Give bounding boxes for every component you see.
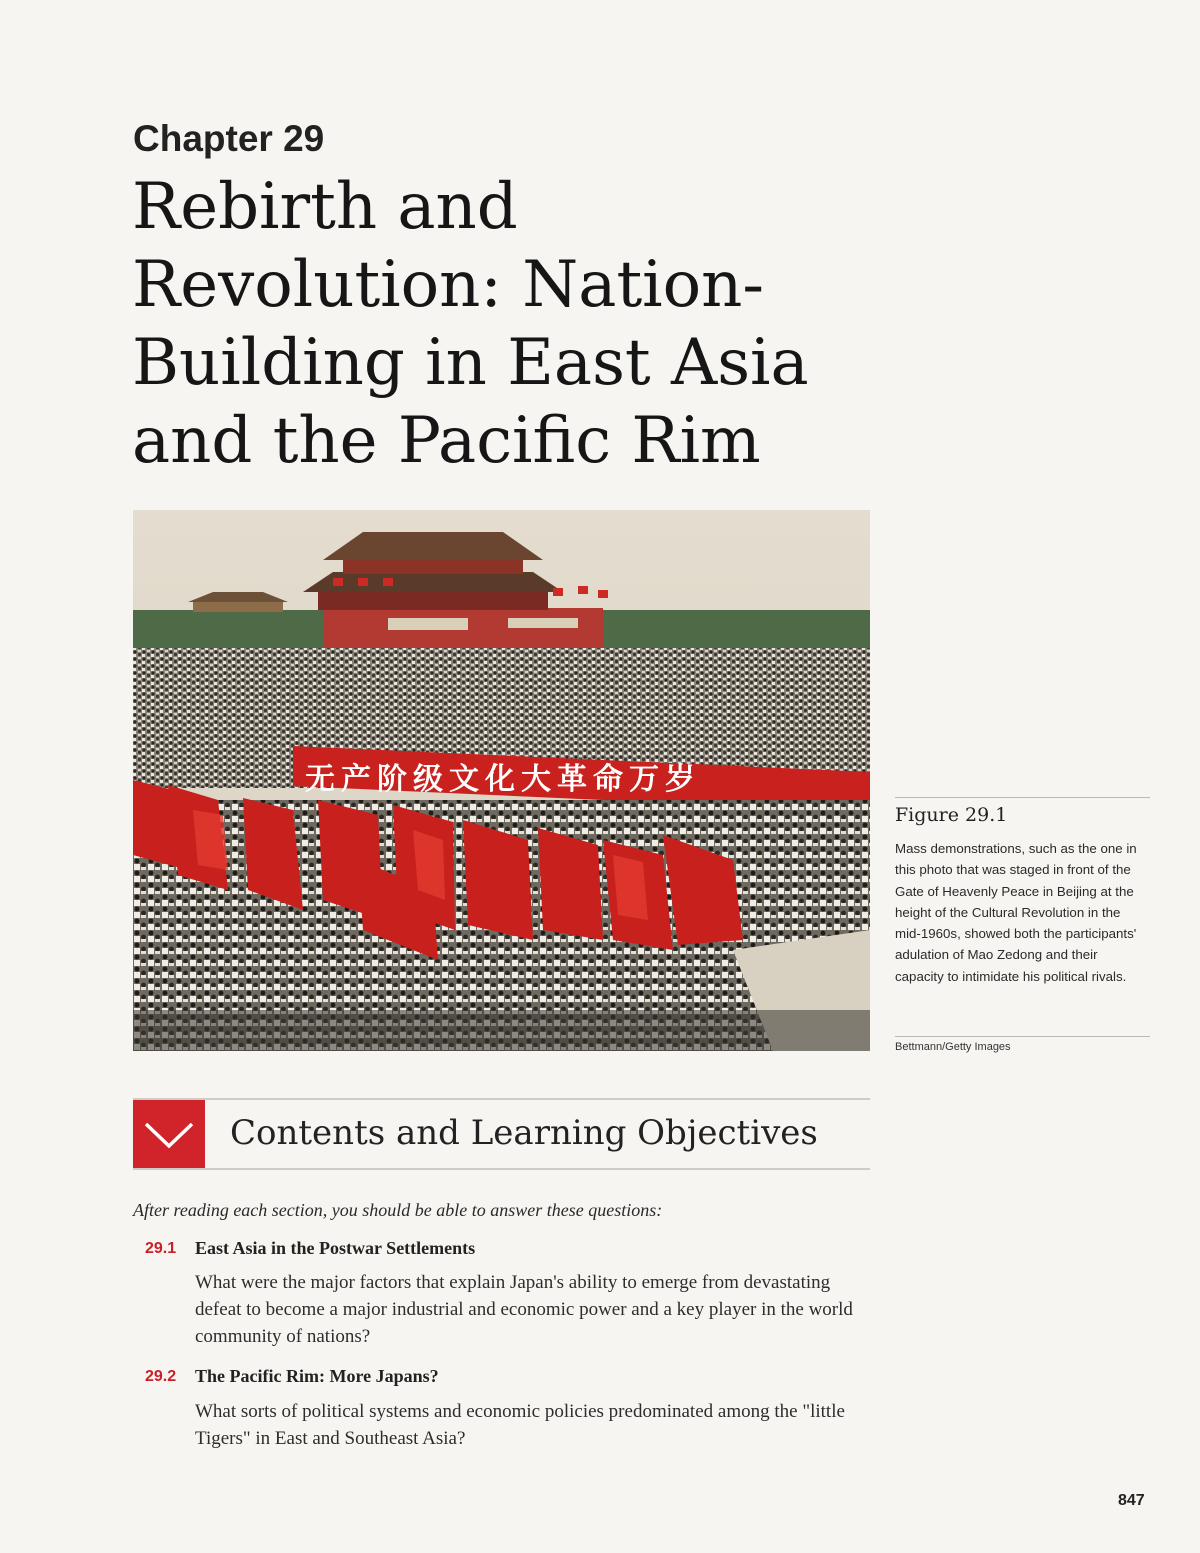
contents-bottom-rule bbox=[133, 1168, 870, 1170]
figure-label: Figure 29.1 bbox=[895, 804, 1008, 826]
contents-title: Contents and Learning Objectives bbox=[230, 1113, 818, 1153]
objective-question-1: What were the major factors that explain Japan's ability to emerge from devastating defeat to become a major industrial and economic power and a key player in the world community of nations? bbox=[195, 1272, 853, 1347]
caption-top-rule bbox=[895, 797, 1150, 798]
caption-bottom-rule bbox=[895, 1036, 1150, 1037]
objective-title-2: The Pacific Rim: More Japans? bbox=[195, 1366, 439, 1386]
objective-number-1: 29.1 bbox=[145, 1240, 177, 1257]
objective-number-2: 29.2 bbox=[145, 1368, 177, 1385]
figure-caption: Mass demonstrations, such as the one in this photo that was staged in front of the Gate of Heavenly Peace in Beijing at the height of the Cultural Revolution in the mid-1960s, showed both the participants' adulation of Mao Zedong and their capacity to intimidate his political rivals. bbox=[895, 841, 1137, 984]
contents-badge bbox=[133, 1100, 205, 1168]
chapter-label: Chapter 29 bbox=[133, 118, 325, 159]
page-number: 847 bbox=[1118, 1492, 1145, 1509]
figure-photo bbox=[133, 510, 870, 1051]
objective-title-1: East Asia in the Postwar Settlements bbox=[195, 1238, 476, 1258]
chevron-down-icon bbox=[133, 1100, 205, 1168]
objective-question-2: What sorts of political systems and economic policies predominated among the "little Tigers" in East and Southeast Asia? bbox=[195, 1401, 845, 1449]
figure-credit: Bettmann/Getty Images bbox=[895, 1041, 1011, 1053]
contents-top-rule bbox=[133, 1098, 870, 1100]
chapter-title: Rebirth and Revolution: Nation- Building in East Asia and the Pacific Rim bbox=[132, 170, 809, 478]
banner-slogan: 无产阶级文化大革命万岁 bbox=[305, 762, 701, 797]
contents-intro: After reading each section, you should be able to answer these questions: bbox=[133, 1200, 663, 1220]
